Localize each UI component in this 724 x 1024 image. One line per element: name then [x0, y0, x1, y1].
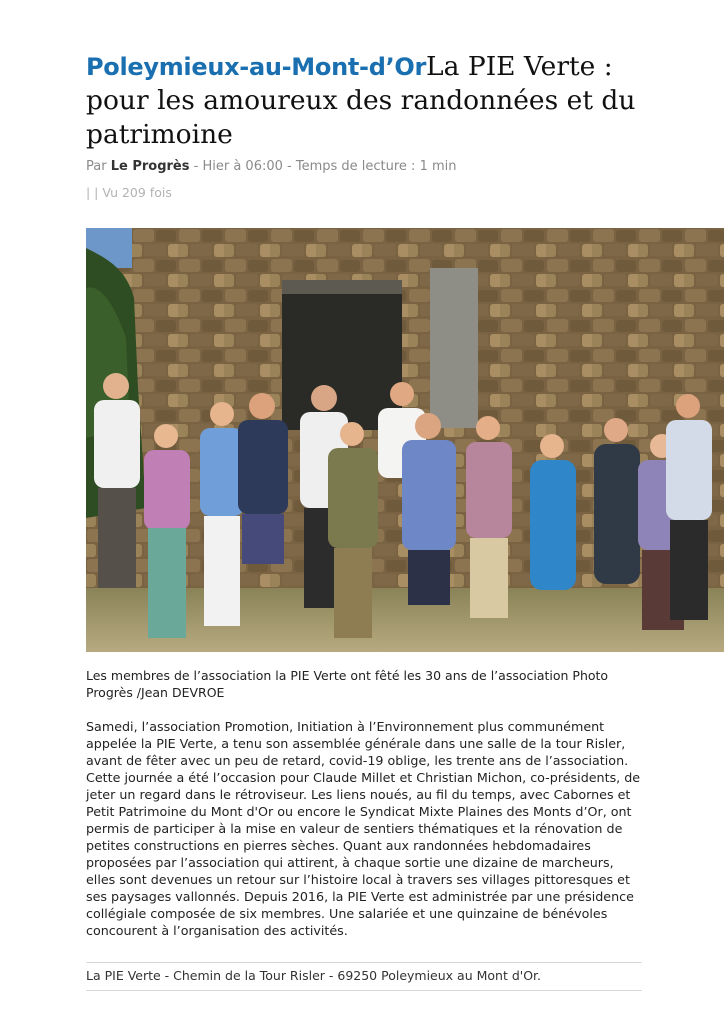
- view-count: | | Vu 209 fois: [86, 185, 172, 200]
- byline-par: Par: [86, 159, 107, 174]
- byline-author[interactable]: Le Progrès: [110, 159, 190, 174]
- byline-date: - Hier à 06:00 - Temps de lecture : 1 min: [193, 159, 457, 174]
- footer-divider-bottom: [86, 990, 642, 991]
- article-body: Samedi, l’association Promotion, Initiation à l’Environnement plus communément appelée la PIE Verte, a tenu son assemblée générale dans une salle de la tour Risler, avant de fêter avec un peu de retard, covid-19 oblige, les trente ans de l’association. Cette journée a été l’occasion pour Claude Millet et Christian Michon, co-présidents, de jeter un regard dans le rétroviseur. Les liens noués, au fil du temps, avec Cabornes et Petit Patrimoine du Mont d'Or ou encore le Syndicat Mixte Plaines des Monts d’Or, ont permis de participer à la mise en valeur de sentiers thématiques et la rénovation de petites constructions en pierres sèches. Quant aux randonnées hebdomadaires proposées par l’association qui attirent, à chaque sortie une dizaine de marcheurs, elles sont devenues un retour sur l’histoire local à travers ses villages pittoresques et ses paysages vallonnés. Depuis 2016, la PIE Verte est administrée par une présidence collégiale composée de six membres. Une salariée et une quinzaine de bénévoles concourent à l’organisation des activités.: [86, 719, 641, 938]
- footer-divider-top: [86, 962, 642, 963]
- byline: [86, 156, 642, 178]
- article-headline: [86, 50, 642, 152]
- headline-title: La PIE Verte : pour les amoureux des randonnées et du patrimoine: [86, 51, 636, 150]
- article-photo: [86, 228, 724, 652]
- article-footer: La PIE Verte - Chemin de la Tour Risler - 69250 Poleymieux au Mont d'Or.: [86, 968, 541, 983]
- photo-caption: Les membres de l’association la PIE Verte ont fêté les 30 ans de l’association Photo Progrès /Jean DEVROE: [86, 668, 609, 700]
- article-header: [86, 50, 642, 204]
- headline-city[interactable]: Poleymieux-au-Mont-d’Or: [86, 53, 427, 81]
- group-photo-illustration: [86, 228, 724, 652]
